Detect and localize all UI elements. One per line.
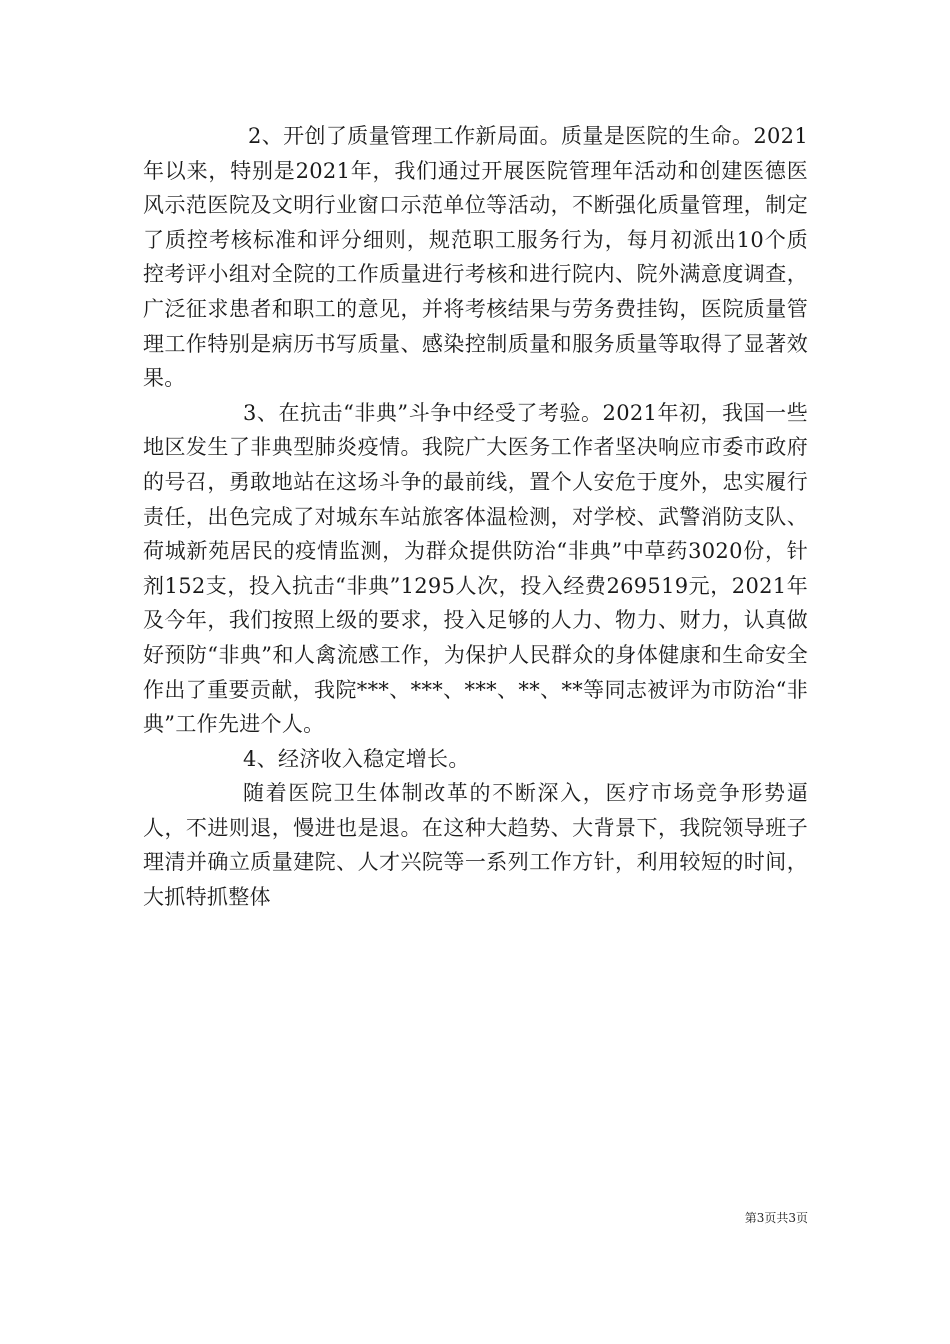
paragraph-reform: 随着医院卫生体制改革的不断深入，医疗市场竞争形势逼人，不进则退，慢进也是退。在这种大趋势、大背景下，我院领导班子理清并确立质量建院、人才兴院等一系列工作方针，利用较短的时间，大抓特抓整体 [143,781,808,910]
document-body [143,119,808,915]
paragraph-sars-response: 3、在抗击“非典”斗争中经受了考验。2021年初，我国一些地区发生了非典型肺炎疫情。我院广大医务工作者坚决响应市委市政府的号召，勇敢地站在这场斗争的最前线，置个人安危于度外，忠实履行责任，出色完成了对城东车站旅客体温检测，对学校、武警消防支队、荷城新苑居民的疫情监测，为群众提供防治“非典”中草药3020份，针剂152支，投入抗击“非典”1295人次，投入经费269519元，2021年及今年，我们按照上级的要求，投入足够的人力、物力、财力，认真做好预防“非典”和人禽流感工作，为保护人民群众的身体健康和生命安全作出了重要贡献，我院***、***、***、**、**等同志被评为市防治“非典”工作先进个人。 [143,400,808,737]
paragraph-quality-management: 2、开创了质量管理工作新局面。质量是医院的生命。2021年以来，特别是2021年，我们通过开展医院管理年活动和创建医德医风示范医院及文明行业窗口示范单位等活动，不断强化质量管理，制定了质控考核标准和评分细则，规范职工服务行为，每月初派出10个质控考评小组对全院的工作质量进行考核和进行院内、院外满意度调查，广泛征求患者和职工的意见，并将考核结果与劳务费挂钩，医院质量管理工作特别是病历书写质量、感染控制质量和服务质量等取得了显著效果。 [143,124,808,391]
paragraph-income-heading: 4、经济收入稳定增长。 [243,746,470,771]
page-number: 第3页共3页 [744,1211,808,1225]
